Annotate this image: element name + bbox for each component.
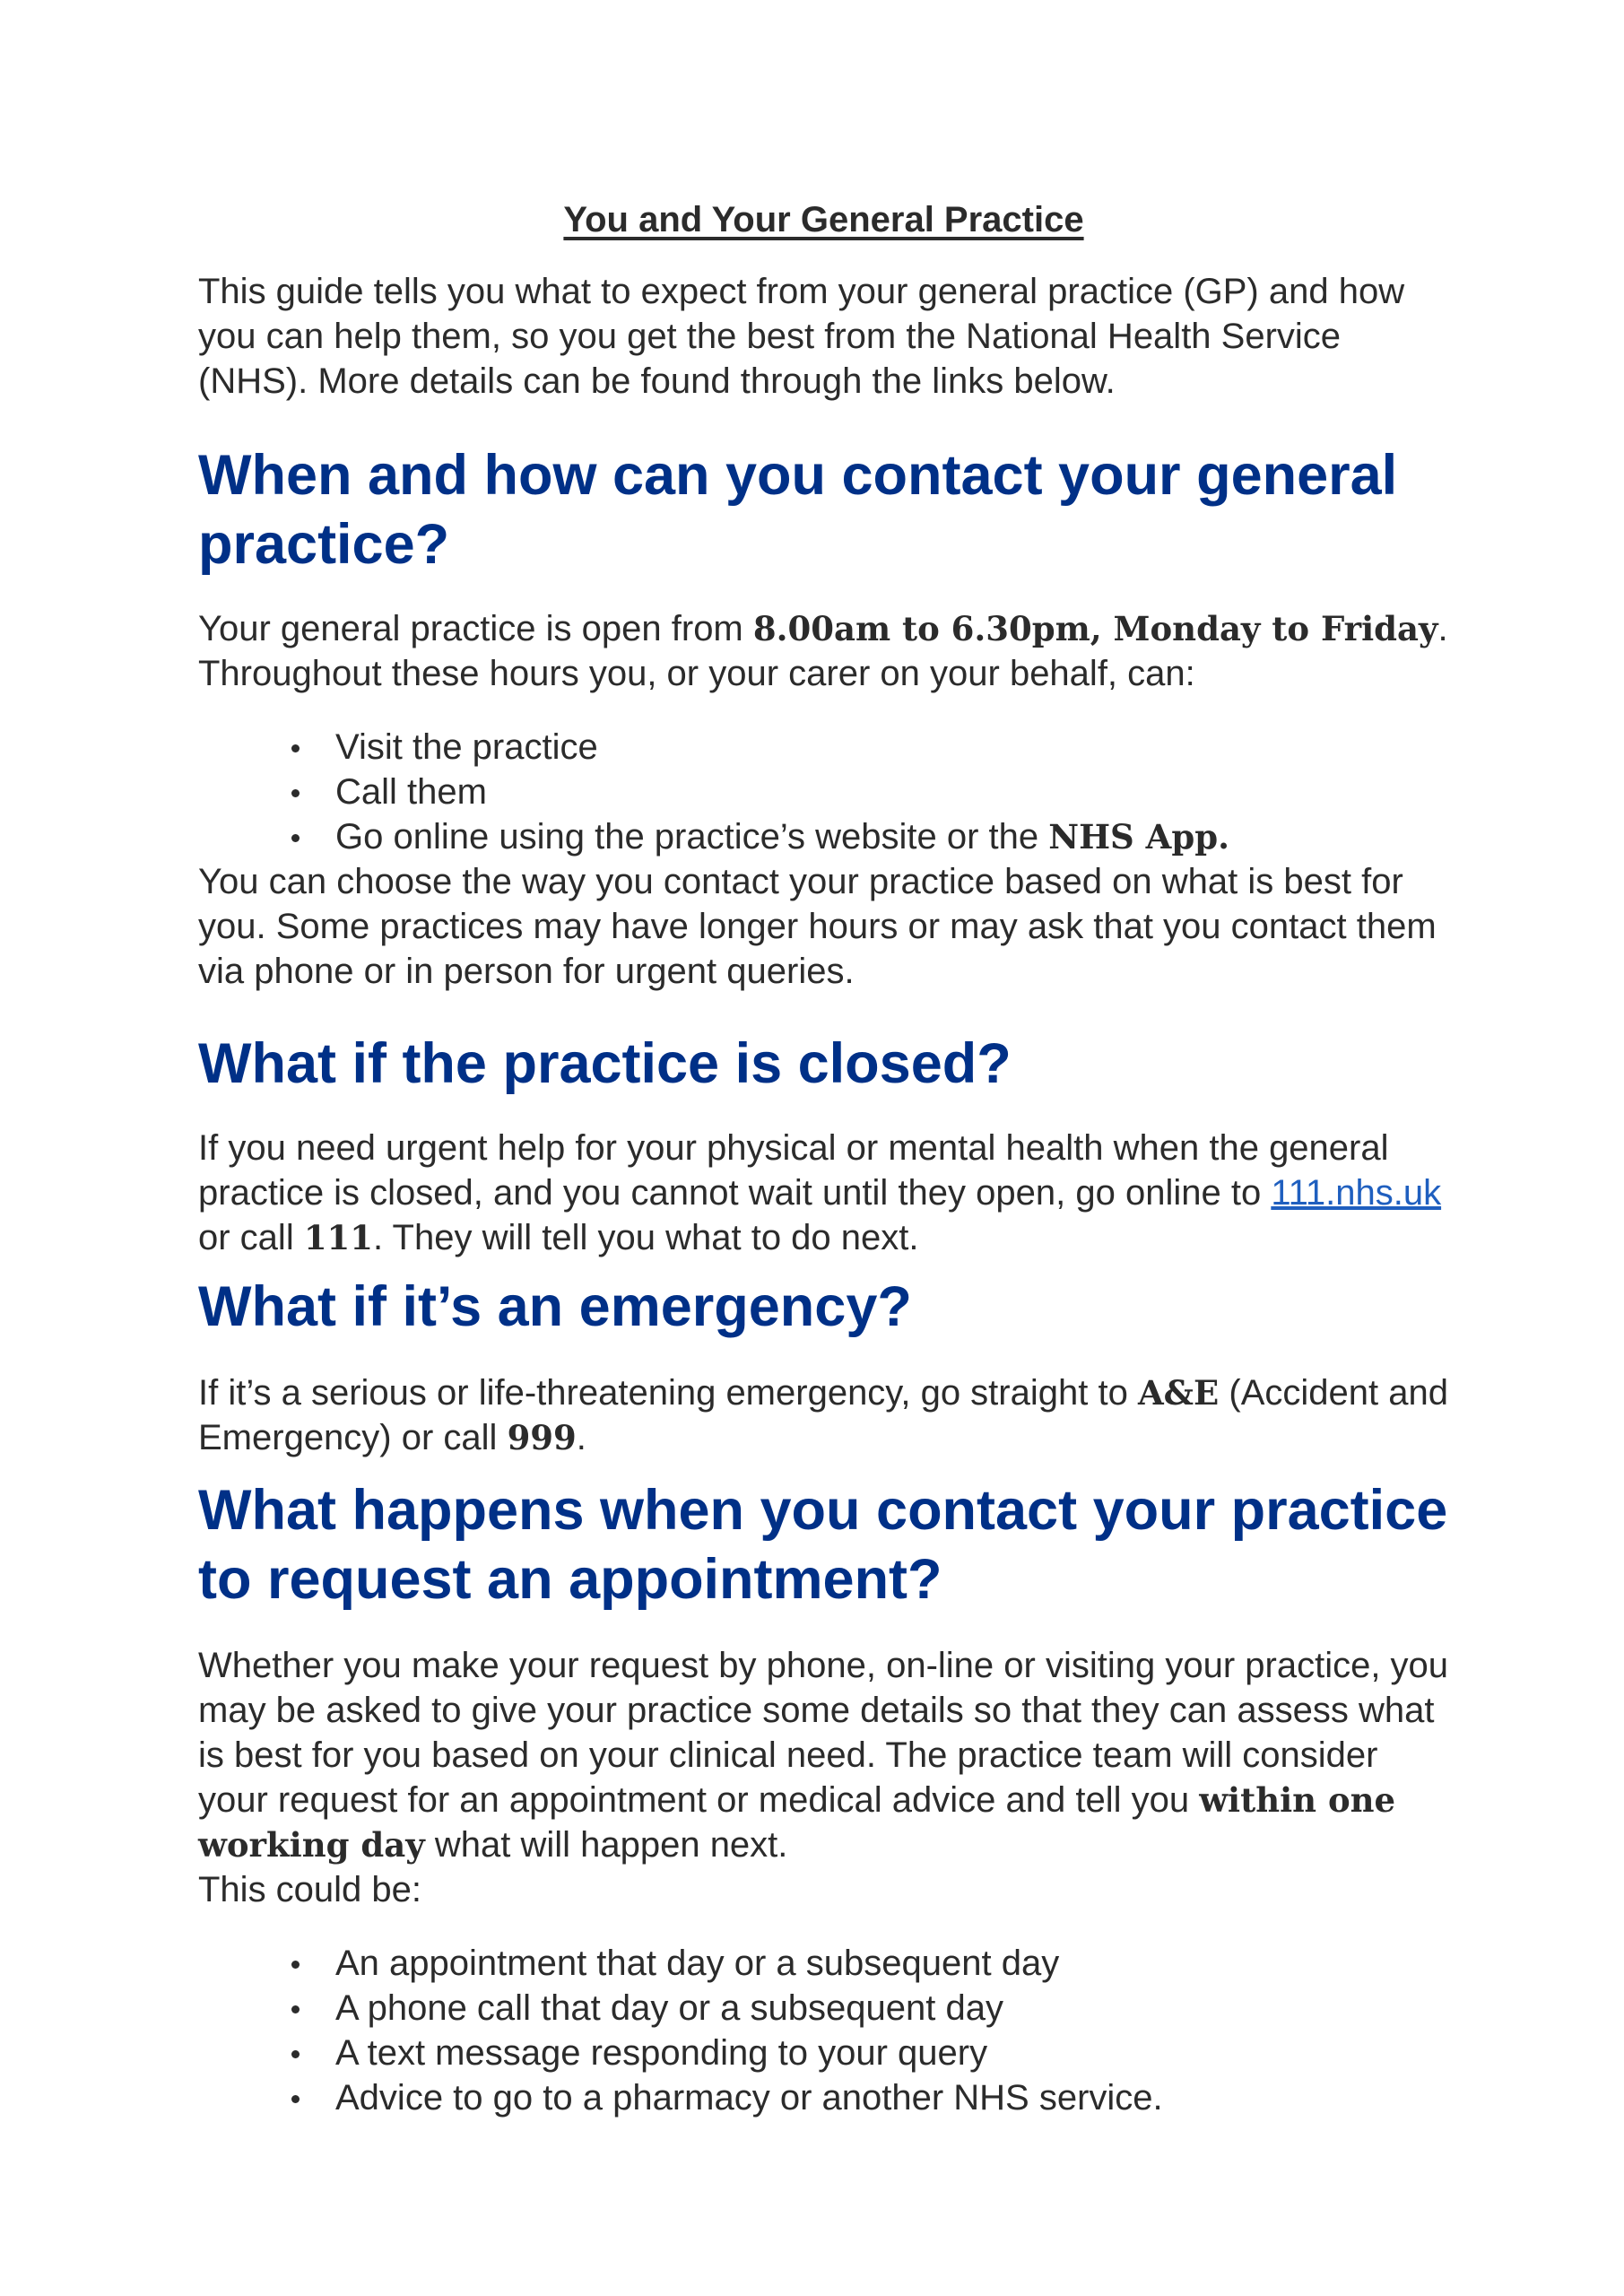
could-be-paragraph: This could be: xyxy=(198,1870,422,1909)
choose-contact-paragraph: You can choose the way you contact your practice based on what is best for you. Some practices may have longer hours or may ask that you contact them via phone or in person for urgent queries. xyxy=(198,862,1437,991)
document-page xyxy=(198,196,1449,2120)
outcomes-list xyxy=(198,1941,1449,2120)
contact-methods-list xyxy=(198,725,1449,859)
emergency-text-end: . xyxy=(576,1418,586,1457)
appointment-paragraph xyxy=(198,1643,1449,1867)
intro-paragraph: This guide tells you what to expect from your general practice (GP) and how you can help them, so you get the best from the National Health Service (NHS). More details can be found through the links below. xyxy=(198,272,1405,401)
closed-paragraph xyxy=(198,1126,1449,1260)
ae-bold: A&E xyxy=(1137,1373,1220,1413)
heading-contact: When and how can you contact your general practice? xyxy=(198,444,1398,576)
list-item: A phone call that day or a subsequent day xyxy=(198,1986,1449,2031)
closed-text-end: . They will tell you what to do next. xyxy=(373,1218,919,1257)
appointment-text-end: what will happen next. xyxy=(424,1825,788,1865)
closed-text-mid: or call xyxy=(198,1218,304,1257)
heading-closed: What if the practice is closed? xyxy=(198,1032,1012,1095)
document-title: You and Your General Practice xyxy=(563,200,1084,239)
closed-text: If you need urgent help for your physical or mental health when the general practice is closed, and you cannot wait until they open, go online to xyxy=(198,1128,1389,1213)
heading-appointment: What happens when you contact your practice to request an appointment? xyxy=(198,1479,1448,1611)
heading-emergency: What if it’s an emergency? xyxy=(198,1275,912,1338)
emergency-paragraph xyxy=(198,1370,1449,1460)
opening-hours-text: Your general practice is open from xyxy=(198,609,753,648)
emergency-text-mid: (Accident and Emergency) or call xyxy=(198,1373,1448,1457)
emergency-text: If it’s a serious or life-threatening emergency, go straight to xyxy=(198,1373,1138,1413)
number-111-bold: 111 xyxy=(303,1218,374,1257)
carer-paragraph: Throughout these hours you, or your carer on your behalf, can: xyxy=(198,654,1195,693)
one-working-day-bold: within one working day xyxy=(198,1780,1396,1865)
opening-hours-bold: 8.00am to 6.30pm, Monday to Friday xyxy=(752,609,1438,648)
list-item xyxy=(198,814,1449,859)
opening-hours-paragraph xyxy=(198,606,1449,651)
list-item-text: Go online using the practice’s website or the xyxy=(335,817,1049,857)
number-999-bold: 999 xyxy=(507,1418,577,1457)
list-item: A text message responding to your query xyxy=(198,2031,1449,2075)
nhs-app-bold: NHS App. xyxy=(1048,817,1229,857)
list-item: An appointment that day or a subsequent day xyxy=(198,1941,1449,1986)
opening-hours-end: . xyxy=(1437,609,1448,648)
nhs-111-link[interactable]: 111.nhs.uk xyxy=(1271,1173,1442,1213)
list-item: Visit the practice xyxy=(198,725,1449,770)
list-item: Call them xyxy=(198,770,1449,814)
list-item: Advice to go to a pharmacy or another NHS service. xyxy=(198,2075,1449,2120)
appointment-text: Whether you make your request by phone, on-line or visiting your practice, you may be asked to give your practice some details so that they can assess what is best for you based on your clinical need. The practice team will consider your request for an appointment or medical advice and tell you xyxy=(198,1646,1449,1820)
